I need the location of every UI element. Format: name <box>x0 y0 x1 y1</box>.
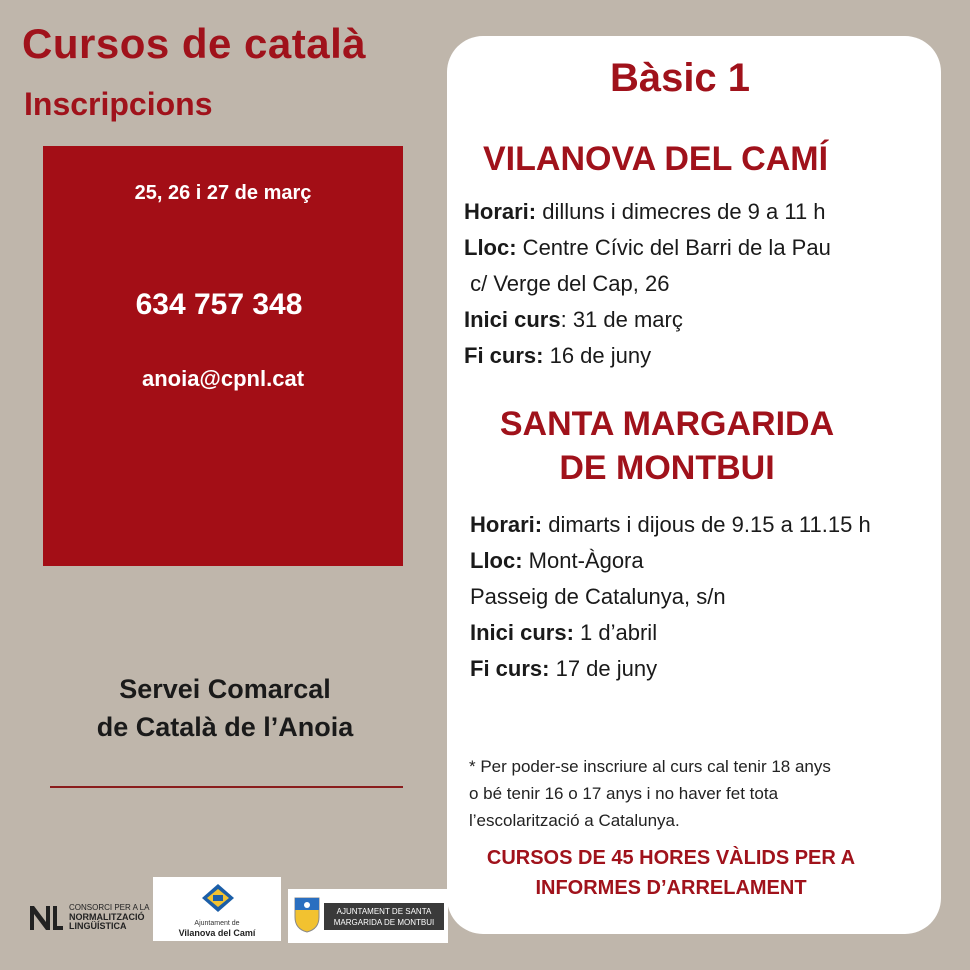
registration-phone: 634 757 348 <box>135 288 303 321</box>
vilanova-details <box>464 194 831 374</box>
montbui-logo <box>288 889 448 943</box>
registration-dates: 25, 26 i 27 de març <box>134 182 312 204</box>
registration-email: anoia@cpnl.cat <box>141 366 305 391</box>
vilanova-inici: Inici curs: 31 de març <box>464 307 683 332</box>
registration-box <box>43 146 403 566</box>
cpnl-logo <box>28 890 150 938</box>
montbui-inici: Inici curs: 1 d’abril <box>470 620 658 645</box>
vilanova-logo-line-1: Ajuntament de <box>194 920 240 927</box>
montbui-horari: Horari: dimarts i dijous de 9.15 a 11.15 h <box>470 512 871 537</box>
vilanova-logo-line-2: Vilanova del Camí <box>178 928 256 938</box>
town-montbui: SANTA MARGARIDA DE MONTBUI <box>499 405 835 487</box>
page-subtitle: Inscripcions <box>24 86 213 122</box>
vilanova-fi: Fi curs: 16 de juny <box>464 343 652 368</box>
page-title: Cursos de català <box>22 20 367 67</box>
vilanova-horari: Horari: dilluns i dimecres de 9 a 11 h <box>464 199 826 224</box>
town-vilanova: VILANOVA DEL CAMÍ <box>483 140 829 178</box>
eligibility-note: * Per poder-se inscriure al curs cal tenir 18 anys o bé tenir 16 o 17 anys i no haver fet tota l’escolarització a Catalunya. <box>469 757 831 830</box>
vilanova-lloc: Lloc: Centre Cívic del Barri de la Pau <box>464 235 831 260</box>
service-line-1: Servei Comarcal <box>119 674 331 704</box>
montbui-lloc: Lloc: Mont-Àgora <box>470 548 644 573</box>
divider <box>50 786 403 788</box>
vilanova-address: c/ Verge del Cap, 26 <box>464 271 670 296</box>
course-hours-notice: CURSOS DE 45 HORES VÀLIDS PER A INFORMES D’ARRELAMENT <box>486 847 856 899</box>
service-name <box>40 670 410 746</box>
course-level: Bàsic 1 <box>609 56 751 100</box>
cpnl-logo-icon <box>28 902 64 932</box>
montbui-details <box>470 507 871 687</box>
course-card <box>447 36 941 934</box>
montbui-address: Passeig de Catalunya, s/n <box>470 584 726 609</box>
vilanova-emblem-icon <box>200 883 236 913</box>
vilanova-logo <box>153 877 281 941</box>
service-line-2: de Català de l’Anoia <box>96 712 354 742</box>
montbui-fi: Fi curs: 17 de juny <box>470 656 658 681</box>
cpnl-logo-text: CONSORCI PER A LA NORMALITZACIÓ LINGÜÍSTICA <box>69 903 150 931</box>
montbui-logo-text: AJUNTAMENT DE SANTA MARGARIDA DE MONTBUI <box>324 903 444 930</box>
montbui-shield-icon <box>294 897 320 933</box>
